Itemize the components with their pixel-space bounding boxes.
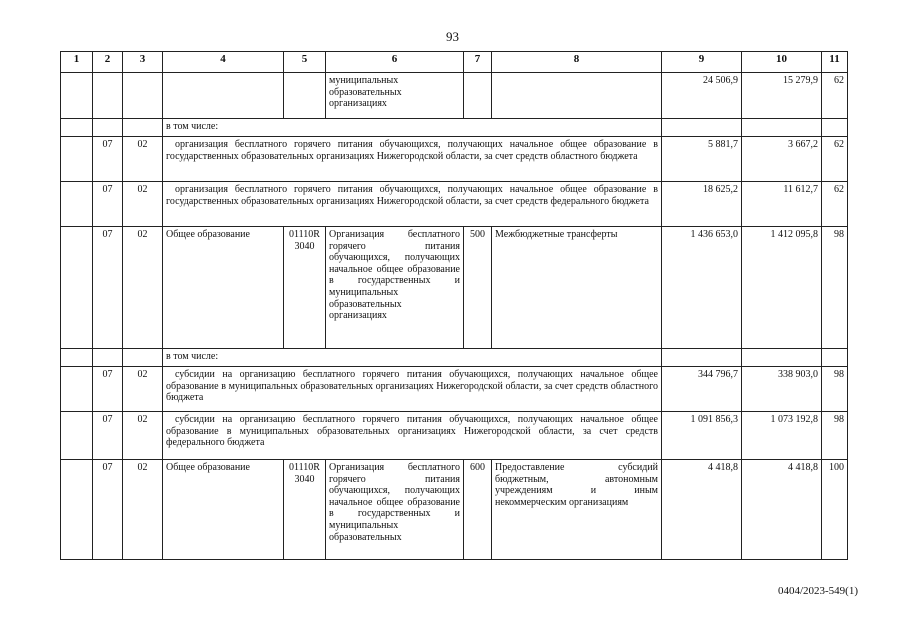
cell-program: Общее образование xyxy=(163,460,284,560)
cell-code: 01110R 3040 xyxy=(284,460,326,560)
budget-table xyxy=(60,51,848,560)
col-header: 7 xyxy=(464,52,492,73)
col-header: 5 xyxy=(284,52,326,73)
cell-subsection: 02 xyxy=(123,227,163,349)
cell xyxy=(93,349,123,367)
cell-value: 11 612,7 xyxy=(742,182,822,227)
cell-value: 15 279,9 xyxy=(742,73,822,119)
cell-percent: 98 xyxy=(822,227,848,349)
cell xyxy=(61,460,93,560)
cell-percent: 62 xyxy=(822,137,848,182)
cell xyxy=(123,349,163,367)
cell-percent: 98 xyxy=(822,412,848,460)
document-code: 0404/2023-549(1) xyxy=(777,585,858,597)
cell-section: 07 xyxy=(93,137,123,182)
cell-value: 1 091 856,3 xyxy=(662,412,742,460)
cell-section: 07 xyxy=(93,227,123,349)
cell-description: Организация бесплатного горячего питания обучающихся, получающих начальное общее образование в государственных и муниципальных образовательных организациях xyxy=(326,227,464,349)
cell-subsection: 02 xyxy=(123,137,163,182)
table-row xyxy=(61,119,848,137)
cell xyxy=(61,412,93,460)
cell xyxy=(284,73,326,119)
cell-program: Общее образование xyxy=(163,227,284,349)
col-header: 11 xyxy=(822,52,848,73)
cell-section: 07 xyxy=(93,182,123,227)
col-header: 4 xyxy=(163,52,284,73)
cell xyxy=(123,119,163,137)
cell xyxy=(742,119,822,137)
col-header: 2 xyxy=(93,52,123,73)
cell xyxy=(61,137,93,182)
cell-value: 1 436 653,0 xyxy=(662,227,742,349)
table-row xyxy=(61,73,848,119)
cell xyxy=(61,73,93,119)
cell xyxy=(822,349,848,367)
cell xyxy=(61,182,93,227)
cell-percent: 100 xyxy=(822,460,848,560)
cell-value: 3 667,2 xyxy=(742,137,822,182)
cell-percent: 62 xyxy=(822,182,848,227)
page-number: 93 xyxy=(446,29,459,44)
cell-value: 1 073 192,8 xyxy=(742,412,822,460)
cell-description: субсидии на организацию бесплатного горячего питания обучающихся, получающих начальное общее образование в муниципальных образовательных организациях Нижегородской области, за счет средств областного бюджета xyxy=(163,367,662,412)
cell xyxy=(492,73,662,119)
table-row xyxy=(61,412,848,460)
cell-subsection: 02 xyxy=(123,182,163,227)
col-header: 8 xyxy=(492,52,662,73)
cell xyxy=(464,73,492,119)
cell-subsection: 02 xyxy=(123,412,163,460)
cell-value: 1 412 095,8 xyxy=(742,227,822,349)
cell-value: 4 418,8 xyxy=(662,460,742,560)
table-row xyxy=(61,367,848,412)
cell xyxy=(662,119,742,137)
cell xyxy=(822,119,848,137)
table-row xyxy=(61,349,848,367)
cell-value: 18 625,2 xyxy=(662,182,742,227)
cell-note: в том числе: xyxy=(163,349,662,367)
cell-expense-name: Межбюджетные трансферты xyxy=(492,227,662,349)
col-header: 9 xyxy=(662,52,742,73)
cell xyxy=(61,367,93,412)
cell-percent: 62 xyxy=(822,73,848,119)
cell-subsection: 02 xyxy=(123,460,163,560)
cell xyxy=(61,227,93,349)
cell-description: Организация бесплатного горячего питания обучающихся, получающих начальное общее образование в государственных и муниципальных образовательных xyxy=(326,460,464,560)
header-row xyxy=(61,52,848,73)
col-header: 1 xyxy=(61,52,93,73)
cell xyxy=(61,119,93,137)
cell-section: 07 xyxy=(93,460,123,560)
cell-value: 344 796,7 xyxy=(662,367,742,412)
cell-value: 338 903,0 xyxy=(742,367,822,412)
col-header: 3 xyxy=(123,52,163,73)
cell-value: 4 418,8 xyxy=(742,460,822,560)
cell-description: организация бесплатного горячего питания обучающихся, получающих начальное общее образование в государственных образовательных организациях Нижегородской области, за счет средств федерального бюджета xyxy=(163,182,662,227)
table-row xyxy=(61,137,848,182)
col-header: 6 xyxy=(326,52,464,73)
cell-description: организация бесплатного горячего питания обучающихся, получающих начальное общее образование в государственных образовательных организациях Нижегородской области, за счет средств областного бюджета xyxy=(163,137,662,182)
cell-section: 07 xyxy=(93,367,123,412)
table-row xyxy=(61,460,848,560)
cell-expense-name: Предоставление субсидий бюджетным, автономным учреждениям и иным некоммерческим организациям xyxy=(492,460,662,560)
table-row xyxy=(61,182,848,227)
col-header: 10 xyxy=(742,52,822,73)
cell xyxy=(93,73,123,119)
cell xyxy=(61,349,93,367)
cell-subsection: 02 xyxy=(123,367,163,412)
cell-percent: 98 xyxy=(822,367,848,412)
cell-value: 24 506,9 xyxy=(662,73,742,119)
cell-value: 5 881,7 xyxy=(662,137,742,182)
cell xyxy=(662,349,742,367)
table-row xyxy=(61,227,848,349)
cell-expense-type: 600 xyxy=(464,460,492,560)
cell-description: муниципальных образовательных организациях xyxy=(326,73,464,119)
cell xyxy=(163,73,284,119)
cell xyxy=(742,349,822,367)
cell-description: субсидии на организацию бесплатного горячего питания обучающихся, получающих начальное общее образование в муниципальных образовательных организациях Нижегородской области, за счет средств федерального бюджета xyxy=(163,412,662,460)
cell xyxy=(123,73,163,119)
cell-note: в том числе: xyxy=(163,119,662,137)
cell xyxy=(93,119,123,137)
cell-code: 01110R 3040 xyxy=(284,227,326,349)
cell-expense-type: 500 xyxy=(464,227,492,349)
cell-section: 07 xyxy=(93,412,123,460)
